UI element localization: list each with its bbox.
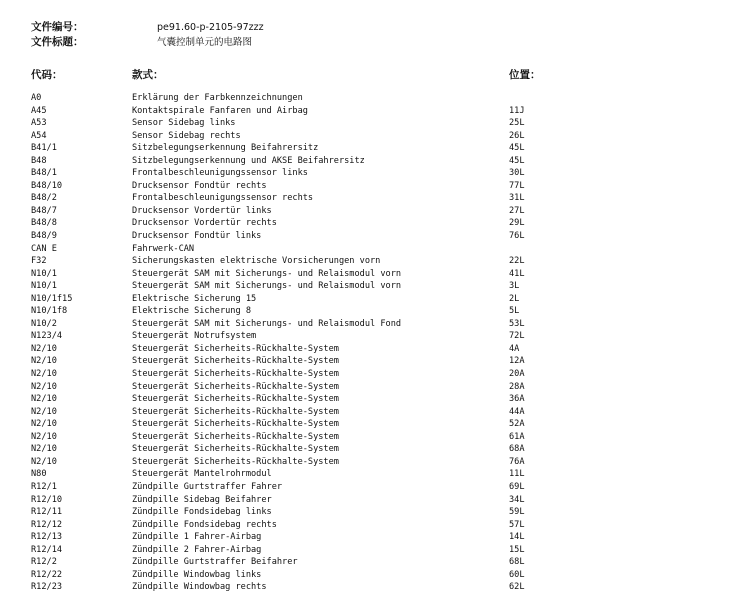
code-cell: N2/10 [31, 456, 57, 467]
description-cell: Zündpille Windowbag rechts [132, 582, 267, 593]
code-cell: N2/10 [31, 406, 57, 417]
description-cell: Steuergerät Sicherheits-Rückhalte-System [132, 419, 339, 430]
position-cell: 30L [509, 168, 525, 179]
code-cell: N10/2 [31, 318, 57, 329]
table-row [0, 368, 752, 381]
table-row [0, 581, 752, 594]
code-cell: A54 [31, 130, 47, 141]
description-cell: Steuergerät SAM mit Sicherungs- und Relaismodul vorn [132, 281, 402, 292]
table-row [0, 481, 752, 494]
code-cell: N2/10 [31, 381, 57, 392]
table-row [0, 167, 752, 180]
code-cell: F32 [31, 256, 47, 267]
table-row [0, 443, 752, 456]
position-cell: 53L [509, 318, 525, 329]
code-cell: R12/11 [31, 507, 63, 518]
table-row [0, 217, 752, 230]
table-row [0, 243, 752, 256]
description-cell: Steuergerät Mantelrohrmodul [132, 469, 272, 480]
table-row [0, 544, 752, 557]
table-row [0, 343, 752, 356]
table-row [0, 205, 752, 218]
description-cell: Zündpille 1 Fahrer-Airbag [132, 532, 262, 543]
code-cell: N123/4 [31, 331, 63, 342]
position-cell: 62L [509, 582, 525, 593]
table-row [0, 230, 752, 243]
description-cell: Sensor Sidebag rechts [132, 130, 241, 141]
code-cell: B48/7 [31, 205, 57, 216]
table-row [0, 192, 752, 205]
code-cell: N10/1 [31, 268, 57, 279]
position-cell: 72L [509, 331, 525, 342]
position-cell: 41L [509, 268, 525, 279]
table-row [0, 569, 752, 582]
description-cell: Steuergerät Sicherheits-Rückhalte-System [132, 356, 339, 367]
doc-number-value: pe91.60-p-2105-97zzz [157, 22, 264, 33]
description-cell: Erklärung der Farbkennzeichnungen [132, 93, 303, 103]
code-cell: A45 [31, 105, 47, 116]
position-cell: 57L [509, 519, 525, 530]
position-cell: 11J [509, 105, 525, 116]
code-cell: N80 [31, 469, 47, 480]
table-row [0, 494, 752, 507]
description-cell: Drucksensor Fondtür rechts [132, 180, 267, 191]
table-row [0, 280, 752, 293]
table-row [0, 155, 752, 168]
table-row [0, 556, 752, 569]
position-cell: 36A [509, 394, 525, 405]
table-row [0, 142, 752, 155]
description-cell: Drucksensor Fondtür links [132, 231, 262, 242]
code-cell: N10/1f15 [31, 293, 73, 304]
description-cell: Steuergerät Sicherheits-Rückhalte-System [132, 406, 339, 417]
doc-title-value: 气囊控制单元的电路图 [157, 37, 253, 48]
column-header-code: 代码： [31, 69, 63, 81]
code-cell: A0 [31, 93, 42, 103]
code-cell: N2/10 [31, 356, 57, 367]
description-cell: Elektrische Sicherung 15 [132, 293, 257, 304]
position-cell: 68A [509, 444, 525, 455]
code-cell: N10/1f8 [31, 306, 68, 317]
position-cell: 28A [509, 381, 525, 392]
position-cell: 52A [509, 419, 525, 430]
description-cell: Zündpille Fondsidebag rechts [132, 519, 277, 530]
table-row [0, 355, 752, 368]
position-cell: 76L [509, 231, 525, 242]
column-header-description: 款式： [132, 69, 164, 81]
code-cell: B48/8 [31, 218, 57, 229]
code-cell: R12/22 [31, 569, 63, 580]
position-cell: 14L [509, 532, 525, 543]
description-cell: Steuergerät Sicherheits-Rückhalte-System [132, 431, 339, 442]
description-cell: Steuergerät Sicherheits-Rückhalte-System [132, 381, 339, 392]
position-cell: 27L [509, 205, 525, 216]
table-row [0, 381, 752, 394]
table-row [0, 506, 752, 519]
code-cell: R12/12 [31, 519, 63, 530]
position-cell: 61A [509, 431, 525, 442]
position-cell: 5L [509, 306, 520, 317]
code-cell: B48/10 [31, 180, 63, 191]
code-cell: R12/1 [31, 481, 57, 492]
table-row [0, 180, 752, 193]
description-cell: Sicherungskasten elektrische Vorsicherungen vorn [132, 256, 381, 267]
description-cell: Zündpille Fondsidebag links [132, 507, 272, 518]
table-row [0, 268, 752, 281]
code-cell: B41/1 [31, 143, 57, 154]
position-cell: 12A [509, 356, 525, 367]
position-cell: 15L [509, 544, 525, 555]
table-row [0, 456, 752, 469]
code-cell: N2/10 [31, 444, 57, 455]
table-row [0, 519, 752, 532]
code-cell: R12/13 [31, 532, 63, 543]
position-cell: 77L [509, 180, 525, 191]
description-cell: Drucksensor Vordertür links [132, 205, 272, 216]
description-cell: Steuergerät SAM mit Sicherungs- und Relaismodul vorn [132, 268, 402, 279]
description-cell: Frontalbeschleunigungssensor rechts [132, 193, 314, 204]
table-row [0, 330, 752, 343]
position-cell: 2L [509, 293, 520, 304]
code-cell: N2/10 [31, 431, 57, 442]
description-cell: Fahrwerk-CAN [132, 243, 195, 254]
code-cell: B48/2 [31, 193, 57, 204]
description-cell: Sensor Sidebag links [132, 118, 236, 129]
position-cell: 45L [509, 143, 525, 154]
code-cell: B48 [31, 155, 47, 166]
table-row [0, 406, 752, 419]
position-cell: 20A [509, 369, 525, 380]
table-row [0, 431, 752, 444]
doc-number-label: 文件编号： [31, 21, 84, 33]
position-cell: 11L [509, 469, 525, 480]
table-row [0, 468, 752, 481]
description-cell: Elektrische Sicherung 8 [132, 306, 251, 317]
code-cell: N2/10 [31, 343, 57, 354]
table-row [0, 393, 752, 406]
position-cell: 22L [509, 256, 525, 267]
position-cell: 34L [509, 494, 525, 505]
column-header-position: 位置： [509, 69, 541, 81]
description-cell: Steuergerät Sicherheits-Rückhalte-System [132, 369, 339, 380]
description-cell: Steuergerät Notrufsystem [132, 331, 257, 342]
position-cell: 4A [509, 343, 520, 354]
position-cell: 31L [509, 193, 525, 204]
code-cell: R12/23 [31, 582, 63, 593]
description-cell: Steuergerät SAM mit Sicherungs- und Relaismodul Fond [132, 318, 402, 329]
table-row [0, 255, 752, 268]
table-row [0, 531, 752, 544]
table-row [0, 105, 752, 118]
description-cell: Steuergerät Sicherheits-Rückhalte-System [132, 343, 339, 354]
table-row [0, 318, 752, 331]
description-cell: Zündpille Gurtstraffer Fahrer [132, 481, 283, 492]
description-cell: Zündpille 2 Fahrer-Airbag [132, 544, 262, 555]
code-cell: R12/10 [31, 494, 63, 505]
position-cell: 3L [509, 281, 520, 292]
position-cell: 68L [509, 557, 525, 568]
position-cell: 60L [509, 569, 525, 580]
description-cell: Sitzbelegungserkennung Beifahrersitz [132, 143, 319, 154]
description-cell: Zündpille Windowbag links [132, 569, 262, 580]
code-cell: R12/2 [31, 557, 57, 568]
code-cell: N2/10 [31, 369, 57, 380]
table-row [0, 130, 752, 143]
description-cell: Sitzbelegungserkennung und AKSE Beifahrersitz [132, 155, 365, 166]
position-cell: 76A [509, 456, 525, 467]
table-row [0, 92, 752, 105]
code-cell: A53 [31, 118, 47, 129]
position-cell: 45L [509, 155, 525, 166]
table-row [0, 293, 752, 306]
description-cell: Kontaktspirale Fanfaren und Airbag [132, 105, 308, 116]
table-row [0, 418, 752, 431]
code-cell: B48/9 [31, 231, 57, 242]
position-cell: 29L [509, 218, 525, 229]
description-cell: Zündpille Gurtstraffer Beifahrer [132, 557, 298, 568]
code-cell: N2/10 [31, 394, 57, 405]
code-cell: N2/10 [31, 419, 57, 430]
position-cell: 69L [509, 481, 525, 492]
position-cell: 25L [509, 118, 525, 129]
code-cell: B48/1 [31, 168, 57, 179]
description-cell: Frontalbeschleunigungssensor links [132, 168, 308, 179]
position-cell: 59L [509, 507, 525, 518]
code-cell: R12/14 [31, 544, 63, 555]
description-cell: Drucksensor Vordertür rechts [132, 218, 277, 229]
position-cell: 26L [509, 130, 525, 141]
code-cell: N10/1 [31, 281, 57, 292]
description-cell: Steuergerät Sicherheits-Rückhalte-System [132, 444, 339, 455]
doc-title-label: 文件标题： [31, 36, 84, 48]
description-cell: Steuergerät Sicherheits-Rückhalte-System [132, 456, 339, 467]
code-cell: CAN E [31, 243, 57, 254]
description-cell: Zündpille Sidebag Beifahrer [132, 494, 272, 505]
component-list [0, 92, 752, 594]
position-cell: 44A [509, 406, 525, 417]
table-row [0, 117, 752, 130]
description-cell: Steuergerät Sicherheits-Rückhalte-System [132, 394, 339, 405]
table-row [0, 305, 752, 318]
